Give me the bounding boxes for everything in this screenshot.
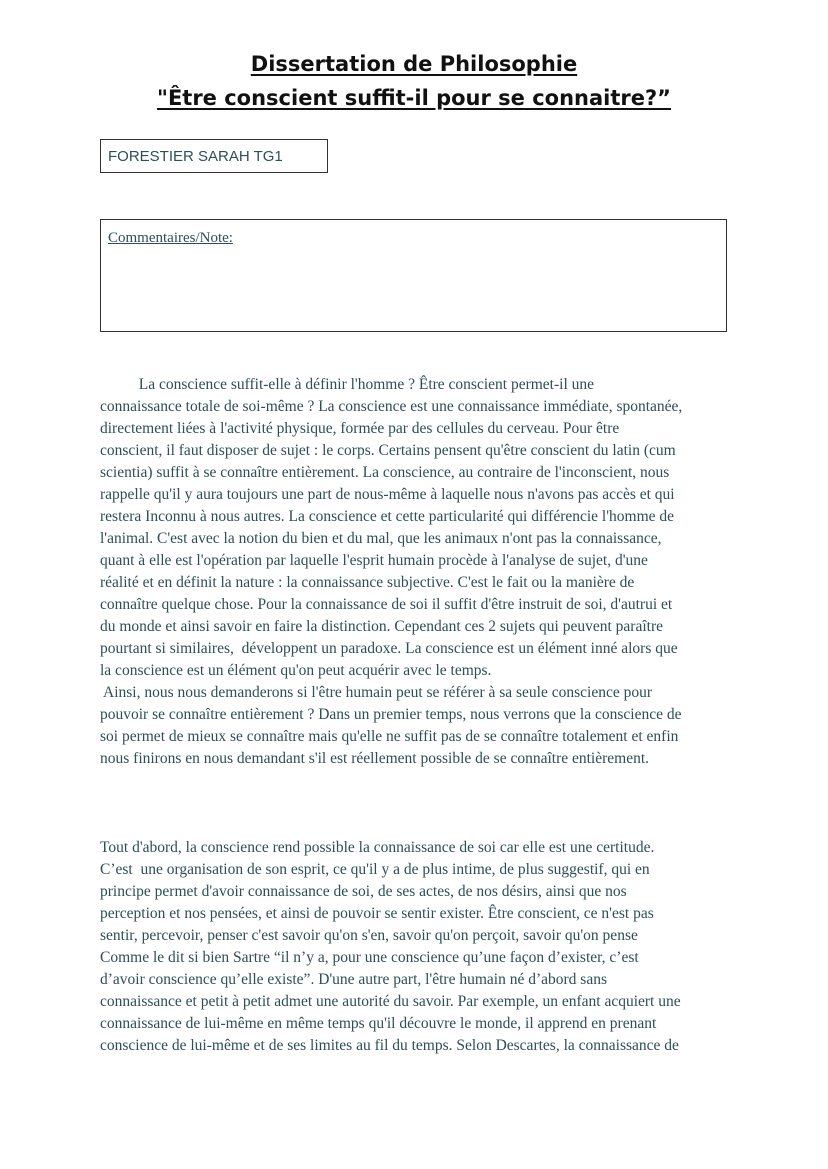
student-name-box: FORESTIER SARAH TG1 <box>100 139 328 173</box>
document-title: Dissertation de Philosophie <box>250 52 578 76</box>
text-line: Comme le dit si bien Sartre “il n’y a, pour une conscience qu’une façon d’exister, c’est <box>100 949 639 966</box>
text-line: la conscience est un élément qu'on peut acquérir avec le temps. <box>100 662 492 679</box>
text-line: Tout d'abord, la conscience rend possible la connaissance de soi car elle est une certitude. <box>100 839 655 856</box>
text-line: du monde et ainsi savoir en faire la distinction. Cependant ces 2 sujets qui peuvent paraître <box>100 618 664 635</box>
text-line: rappelle qu'il y aura toujours une part de nous-même à laquelle nous n'avons pas accès et qui <box>100 486 675 503</box>
comments-box <box>100 219 727 332</box>
text-line: perception et nos pensées, et ainsi de pouvoir se sentir exister. Être conscient, ce n'est pas <box>100 905 654 922</box>
text-line: conscience de lui-même et de ses limites au fil du temps. Selon Descartes, la connaissance de <box>100 1037 679 1054</box>
text-line: sentir, percevoir, penser c'est savoir qu'on s'en, savoir qu'on perçoit, savoir qu'on pense <box>100 927 638 944</box>
text-line: pouvoir se connaître entièrement ? Dans un premier temps, nous verrons que la conscience de <box>100 706 682 723</box>
text-line: directement liées à l'activité physique, formée par des cellules du cerveau. Pour être <box>100 420 620 437</box>
document-subtitle: "Être conscient suffit-il pour se connaitre?” <box>157 86 671 110</box>
text-line: La conscience suffit-elle à définir l'homme ? Être conscient permet-il une <box>100 376 595 393</box>
text-line: d’avoir conscience qu’elle existe”. D'une autre part, l'être humain né d’abord sans <box>100 971 607 988</box>
text-line: connaissance de lui-même en même temps qu'il découvre le monde, il apprend en prenant <box>100 1015 657 1032</box>
text-line: quant à elle est l'opération par laquelle l'esprit humain procède à l'analyse de sujet, d'une <box>100 552 648 569</box>
text-line: connaître quelque chose. Pour la connaissance de soi il suffit d'être instruit de soi, d'autrui et <box>100 596 673 613</box>
introduction-paragraph <box>100 374 740 770</box>
text-line: restera Inconnu à nous autres. La conscience et cette particularité qui différencie l'homme de <box>100 508 675 525</box>
first-part-paragraph <box>100 837 740 1057</box>
text-line: scientia) suffit à se connaître entièrement. La conscience, au contraire de l'inconscient, nous <box>100 464 670 481</box>
text-line: nous finirons en nous demandant s'il est réellement possible de se connaître entièrement. <box>100 750 650 767</box>
text-line: pourtant si similaires, développent un paradoxe. La conscience est un élément inné alors que <box>100 640 678 657</box>
text-line: C’est une organisation de son esprit, ce qu'il y a de plus intime, de plus suggestif, qui en <box>100 861 650 878</box>
text-line: principe permet d'avoir connaissance de soi, de ses actes, de nos désirs, ainsi que nos <box>100 883 627 900</box>
text-line: l'animal. C'est avec la notion du bien et du mal, que les animaux n'ont pas la connaissance, <box>100 530 662 547</box>
text-line: conscient, il faut disposer de sujet : le corps. Certains pensent qu'être conscient du latin (cum <box>100 442 676 459</box>
comments-label: Commentaires/Note: <box>108 230 233 246</box>
text-line: connaissance et petit à petit admet une autorité du savoir. Par exemple, un enfant acquiert une <box>100 993 681 1010</box>
text-line: soi permet de mieux se connaître mais qu'elle ne suffit pas de se connaître totalement et enfin <box>100 728 679 745</box>
text-line: Ainsi, nous nous demanderons si l'être humain peut se référer à sa seule conscience pour <box>100 684 653 701</box>
text-line: réalité et en définit la nature : la connaissance subjective. C'est le fait ou la manière de <box>100 574 635 591</box>
text-line: connaissance totale de soi-même ? La conscience est une connaissance immédiate, spontanée, <box>100 398 683 415</box>
